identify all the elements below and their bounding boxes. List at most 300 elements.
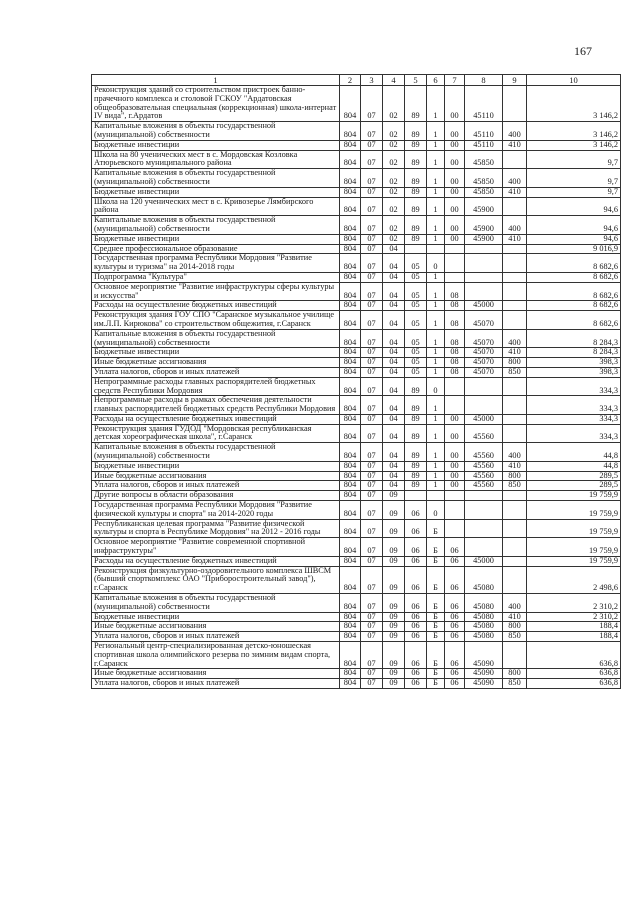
- row-cell-6: 1: [427, 443, 445, 462]
- row-cell-3: 07: [361, 216, 383, 235]
- row-name: Капитальные вложения в объекты государственной (муниципальной) собственности: [92, 594, 340, 613]
- row-cell-6: 1: [427, 461, 445, 471]
- table-row: [92, 358, 621, 368]
- row-cell-8: 45070: [465, 367, 503, 377]
- row-cell-4: 04: [383, 481, 405, 491]
- row-cell-9: [503, 254, 527, 273]
- row-cell-5: 06: [405, 612, 427, 622]
- row-cell-7: 06: [445, 669, 465, 679]
- row-cell-9: [503, 501, 527, 520]
- row-amount: 636,8: [527, 642, 621, 669]
- row-cell-7: [445, 396, 465, 415]
- row-cell-8: 45560: [465, 443, 503, 462]
- table-row: [92, 122, 621, 141]
- row-amount: 334,3: [527, 377, 621, 396]
- row-cell-6: 1: [427, 169, 445, 188]
- row-cell-6: 1: [427, 122, 445, 141]
- table-row: [92, 282, 621, 301]
- row-cell-6: 1: [427, 348, 445, 358]
- row-cell-8: [465, 272, 503, 282]
- row-name: Капитальные вложения в объекты государственной (муниципальной) собственности: [92, 443, 340, 462]
- row-cell-4: 09: [383, 556, 405, 566]
- budget-table: [91, 74, 621, 689]
- row-cell-5: 89: [405, 443, 427, 462]
- row-cell-3: 07: [361, 519, 383, 538]
- row-cell-5: 89: [405, 414, 427, 424]
- row-cell-2: 804: [340, 282, 361, 301]
- row-amount: 19 759,9: [527, 501, 621, 520]
- row-cell-2: 804: [340, 491, 361, 501]
- header-cell: 1: [92, 75, 340, 86]
- row-name: Республиканская целевая программа "Развитие физической культуры и спорта в Республике Мордовия" на 2012 - 2016 годы: [92, 519, 340, 538]
- row-name: Школа на 120 ученических мест в с. Кривозерье Лямбирского района: [92, 197, 340, 216]
- row-cell-9: 800: [503, 669, 527, 679]
- row-name: Расходы на осуществление бюджетных инвестиций: [92, 301, 340, 311]
- row-cell-7: 08: [445, 311, 465, 330]
- row-cell-4: 02: [383, 169, 405, 188]
- page-number: 167: [574, 44, 592, 58]
- row-name: Другие вопросы в области образования: [92, 491, 340, 501]
- row-cell-5: 06: [405, 594, 427, 613]
- row-cell-4: 09: [383, 538, 405, 557]
- header-cell: 5: [405, 75, 427, 86]
- row-amount: 289,5: [527, 481, 621, 491]
- table-row: [92, 311, 621, 330]
- row-cell-7: [445, 244, 465, 254]
- row-name: Реконструкция зданий со строительством пристроек банно-прачечного комплекса и столовой ГСКОУ "Ардатовская общеобразовательная специальная (коррекционная) школа-интернат IV вида", г.Ардатов: [92, 86, 340, 122]
- row-name: Государственная программа Республики Мордовия "Развитие физической культуры и спорта" на 2014-2020 годы: [92, 501, 340, 520]
- row-cell-7: 08: [445, 358, 465, 368]
- row-cell-9: [503, 272, 527, 282]
- row-cell-2: 804: [340, 329, 361, 348]
- row-cell-5: 05: [405, 311, 427, 330]
- row-name: Бюджетные инвестиции: [92, 461, 340, 471]
- table-row: [92, 254, 621, 273]
- row-cell-8: 45850: [465, 150, 503, 169]
- table-row: [92, 86, 621, 122]
- row-cell-7: 00: [445, 150, 465, 169]
- row-cell-9: 400: [503, 122, 527, 141]
- row-name: Бюджетные инвестиции: [92, 187, 340, 197]
- row-cell-7: 06: [445, 679, 465, 689]
- row-cell-5: 06: [405, 679, 427, 689]
- row-name: Государственная программа Республики Мордовия "Развитие культуры и туризма" на 2014-2018 годы: [92, 254, 340, 273]
- row-cell-6: 1: [427, 282, 445, 301]
- row-name: Бюджетные инвестиции: [92, 348, 340, 358]
- table-row: [92, 519, 621, 538]
- row-cell-6: 1: [427, 301, 445, 311]
- table-row: [92, 367, 621, 377]
- row-cell-4: 02: [383, 122, 405, 141]
- row-cell-6: Б: [427, 594, 445, 613]
- table-row: [92, 471, 621, 481]
- row-cell-6: 0: [427, 254, 445, 273]
- row-cell-3: 07: [361, 461, 383, 471]
- table-row: [92, 566, 621, 593]
- row-amount: 2 310,2: [527, 612, 621, 622]
- table-body: [92, 75, 621, 689]
- row-cell-9: 850: [503, 367, 527, 377]
- row-cell-5: 05: [405, 301, 427, 311]
- row-cell-6: Б: [427, 642, 445, 669]
- row-cell-9: 800: [503, 622, 527, 632]
- row-cell-3: 07: [361, 122, 383, 141]
- row-cell-2: 804: [340, 396, 361, 415]
- row-cell-7: 00: [445, 234, 465, 244]
- row-name: Бюджетные инвестиции: [92, 612, 340, 622]
- table-row: [92, 150, 621, 169]
- row-cell-8: 45110: [465, 122, 503, 141]
- row-amount: 94,6: [527, 197, 621, 216]
- row-cell-2: 804: [340, 594, 361, 613]
- row-cell-4: 09: [383, 679, 405, 689]
- row-amount: 2 498,6: [527, 566, 621, 593]
- row-cell-2: 804: [340, 414, 361, 424]
- row-cell-6: 1: [427, 150, 445, 169]
- row-cell-4: 02: [383, 216, 405, 235]
- row-name: Уплата налогов, сборов и иных платежей: [92, 632, 340, 642]
- row-cell-5: 06: [405, 556, 427, 566]
- row-cell-6: 1: [427, 414, 445, 424]
- row-cell-8: [465, 282, 503, 301]
- row-cell-7: [445, 501, 465, 520]
- row-cell-7: [445, 377, 465, 396]
- row-cell-4: 04: [383, 367, 405, 377]
- row-cell-3: 07: [361, 669, 383, 679]
- row-cell-6: 1: [427, 86, 445, 122]
- row-amount: 188,4: [527, 632, 621, 642]
- row-cell-6: 1: [427, 358, 445, 368]
- row-cell-9: [503, 282, 527, 301]
- row-cell-2: 804: [340, 348, 361, 358]
- row-cell-6: 1: [427, 187, 445, 197]
- row-cell-9: [503, 301, 527, 311]
- row-cell-3: 07: [361, 367, 383, 377]
- row-cell-8: 45560: [465, 461, 503, 471]
- row-cell-3: 07: [361, 632, 383, 642]
- row-amount: 636,8: [527, 669, 621, 679]
- row-cell-5: 89: [405, 122, 427, 141]
- row-cell-2: 804: [340, 311, 361, 330]
- row-cell-8: 45000: [465, 414, 503, 424]
- row-amount: 398,3: [527, 367, 621, 377]
- row-name: Иные бюджетные ассигнования: [92, 358, 340, 368]
- row-cell-6: 1: [427, 234, 445, 244]
- row-cell-2: 804: [340, 424, 361, 443]
- row-cell-5: 89: [405, 187, 427, 197]
- row-name: Капитальные вложения в объекты государственной (муниципальной) собственности: [92, 122, 340, 141]
- row-cell-9: 410: [503, 140, 527, 150]
- row-cell-7: 06: [445, 566, 465, 593]
- table-row: [92, 443, 621, 462]
- row-cell-4: 04: [383, 461, 405, 471]
- row-cell-6: Б: [427, 556, 445, 566]
- row-cell-6: 1: [427, 396, 445, 415]
- row-cell-8: 45110: [465, 140, 503, 150]
- row-cell-6: Б: [427, 612, 445, 622]
- row-cell-3: 07: [361, 234, 383, 244]
- row-cell-3: 07: [361, 358, 383, 368]
- row-cell-3: 07: [361, 301, 383, 311]
- row-cell-9: [503, 519, 527, 538]
- row-cell-3: 07: [361, 187, 383, 197]
- row-cell-4: 09: [383, 501, 405, 520]
- header-cell: 7: [445, 75, 465, 86]
- row-cell-8: [465, 377, 503, 396]
- table-row: [92, 234, 621, 244]
- row-amount: 289,5: [527, 471, 621, 481]
- row-cell-2: 804: [340, 612, 361, 622]
- row-amount: 8 284,3: [527, 329, 621, 348]
- row-cell-4: 04: [383, 424, 405, 443]
- row-cell-5: [405, 491, 427, 501]
- row-cell-3: 07: [361, 150, 383, 169]
- row-cell-5: 06: [405, 622, 427, 632]
- row-cell-9: 400: [503, 443, 527, 462]
- row-cell-7: 08: [445, 301, 465, 311]
- row-amount: 3 146,2: [527, 140, 621, 150]
- row-cell-3: 07: [361, 612, 383, 622]
- row-cell-9: [503, 377, 527, 396]
- row-cell-2: 804: [340, 86, 361, 122]
- row-cell-7: 00: [445, 86, 465, 122]
- row-cell-7: 00: [445, 140, 465, 150]
- row-amount: 8 682,6: [527, 282, 621, 301]
- row-cell-4: 04: [383, 244, 405, 254]
- row-cell-5: 06: [405, 642, 427, 669]
- row-cell-8: 45900: [465, 234, 503, 244]
- row-cell-2: 804: [340, 301, 361, 311]
- row-cell-6: Б: [427, 566, 445, 593]
- row-cell-3: 07: [361, 272, 383, 282]
- row-cell-6: 1: [427, 329, 445, 348]
- row-cell-5: 06: [405, 566, 427, 593]
- row-cell-7: 06: [445, 594, 465, 613]
- header-cell: 3: [361, 75, 383, 86]
- row-cell-2: 804: [340, 632, 361, 642]
- row-cell-4: 04: [383, 358, 405, 368]
- row-name: Уплата налогов, сборов и иных платежей: [92, 679, 340, 689]
- row-cell-4: 04: [383, 254, 405, 273]
- row-cell-4: 02: [383, 187, 405, 197]
- row-cell-2: 804: [340, 272, 361, 282]
- row-cell-8: 45070: [465, 311, 503, 330]
- row-cell-9: 400: [503, 329, 527, 348]
- row-cell-8: [465, 491, 503, 501]
- row-cell-8: 45070: [465, 329, 503, 348]
- row-cell-8: 45090: [465, 642, 503, 669]
- row-cell-4: 02: [383, 86, 405, 122]
- row-cell-3: 07: [361, 377, 383, 396]
- row-cell-4: 04: [383, 348, 405, 358]
- row-amount: 9 016,9: [527, 244, 621, 254]
- row-cell-7: 06: [445, 632, 465, 642]
- row-cell-9: [503, 538, 527, 557]
- row-name: Региональный центр-специализированная детско-юношеская спортивная школа олимпийского резерва по зимним видам спорта, г.Саранск: [92, 642, 340, 669]
- table-row: [92, 501, 621, 520]
- row-cell-5: 05: [405, 272, 427, 282]
- row-cell-2: 804: [340, 244, 361, 254]
- table-row: [92, 461, 621, 471]
- row-name: Капитальные вложения в объекты государственной (муниципальной) собственности: [92, 169, 340, 188]
- row-amount: 188,4: [527, 622, 621, 632]
- table-row: [92, 348, 621, 358]
- row-cell-8: 45560: [465, 424, 503, 443]
- row-cell-6: 1: [427, 481, 445, 491]
- row-name: Капитальные вложения в объекты государственной (муниципальной) собственности: [92, 329, 340, 348]
- table-row: [92, 538, 621, 557]
- row-cell-3: 07: [361, 481, 383, 491]
- row-cell-6: 1: [427, 140, 445, 150]
- row-cell-5: 89: [405, 197, 427, 216]
- row-cell-9: 400: [503, 169, 527, 188]
- row-cell-8: 45080: [465, 594, 503, 613]
- row-name: Непрограммные расходы в рамках обеспечения деятельности главных распорядителей бюджетных средств Республики Мордовия: [92, 396, 340, 415]
- row-cell-7: 00: [445, 471, 465, 481]
- row-cell-5: 89: [405, 234, 427, 244]
- row-name: Бюджетные инвестиции: [92, 140, 340, 150]
- row-amount: 19 759,9: [527, 538, 621, 557]
- row-cell-4: 02: [383, 234, 405, 244]
- row-cell-7: 00: [445, 481, 465, 491]
- table-row: [92, 197, 621, 216]
- row-cell-2: 804: [340, 679, 361, 689]
- row-cell-4: 04: [383, 377, 405, 396]
- row-cell-3: 07: [361, 329, 383, 348]
- row-name: Основное мероприятие "Развитие инфраструктуры сферы культуры и искусства": [92, 282, 340, 301]
- row-cell-2: 804: [340, 461, 361, 471]
- row-cell-8: 45080: [465, 622, 503, 632]
- row-name: Реконструкция здания ГОУ СПО "Саранское музыкальное училище им.Л.П. Кирюкова" со строительством общежития, г.Саранск: [92, 311, 340, 330]
- row-cell-3: 07: [361, 501, 383, 520]
- row-cell-6: Б: [427, 679, 445, 689]
- row-cell-4: 04: [383, 329, 405, 348]
- row-cell-5: 05: [405, 367, 427, 377]
- row-cell-2: 804: [340, 622, 361, 632]
- table-row: [92, 424, 621, 443]
- row-cell-7: 00: [445, 424, 465, 443]
- row-cell-9: 800: [503, 358, 527, 368]
- row-cell-8: 45070: [465, 348, 503, 358]
- row-cell-4: 04: [383, 443, 405, 462]
- row-cell-9: [503, 197, 527, 216]
- row-name: Уплата налогов, сборов и иных платежей: [92, 481, 340, 491]
- row-cell-2: 804: [340, 197, 361, 216]
- row-cell-6: 0: [427, 377, 445, 396]
- row-cell-2: 804: [340, 566, 361, 593]
- row-name: Уплата налогов, сборов и иных платежей: [92, 367, 340, 377]
- row-cell-5: 05: [405, 348, 427, 358]
- row-cell-9: [503, 566, 527, 593]
- table-row: [92, 632, 621, 642]
- row-name: Расходы на осуществление бюджетных инвестиций: [92, 556, 340, 566]
- row-cell-3: 07: [361, 491, 383, 501]
- row-cell-4: 09: [383, 622, 405, 632]
- row-name: Подпрограмма "Культура": [92, 272, 340, 282]
- row-cell-9: 410: [503, 234, 527, 244]
- row-cell-9: 850: [503, 632, 527, 642]
- row-cell-3: 07: [361, 538, 383, 557]
- row-amount: 8 682,6: [527, 272, 621, 282]
- row-cell-7: 00: [445, 187, 465, 197]
- row-cell-9: 410: [503, 187, 527, 197]
- table-row: [92, 187, 621, 197]
- row-cell-4: 04: [383, 282, 405, 301]
- row-amount: 9,7: [527, 187, 621, 197]
- row-cell-5: 89: [405, 150, 427, 169]
- header-row: [92, 75, 621, 86]
- row-cell-2: 804: [340, 254, 361, 273]
- table-row: [92, 679, 621, 689]
- row-cell-2: 804: [340, 234, 361, 244]
- row-cell-5: 06: [405, 501, 427, 520]
- row-cell-3: 07: [361, 424, 383, 443]
- row-cell-7: 08: [445, 329, 465, 348]
- row-cell-5: 06: [405, 669, 427, 679]
- row-cell-4: 04: [383, 396, 405, 415]
- row-cell-8: 45080: [465, 632, 503, 642]
- row-cell-9: [503, 642, 527, 669]
- row-cell-5: 06: [405, 538, 427, 557]
- row-cell-3: 07: [361, 566, 383, 593]
- row-cell-6: 1: [427, 471, 445, 481]
- row-cell-7: [445, 519, 465, 538]
- row-name: Основное мероприятие "Развитие современной спортивной инфраструктуры": [92, 538, 340, 557]
- row-cell-9: [503, 424, 527, 443]
- row-cell-7: 00: [445, 169, 465, 188]
- header-cell: 2: [340, 75, 361, 86]
- row-cell-3: 07: [361, 679, 383, 689]
- row-cell-5: [405, 244, 427, 254]
- row-cell-7: 00: [445, 461, 465, 471]
- row-amount: 8 682,6: [527, 301, 621, 311]
- row-cell-2: 804: [340, 519, 361, 538]
- row-cell-5: 89: [405, 86, 427, 122]
- row-cell-9: [503, 414, 527, 424]
- row-cell-2: 804: [340, 122, 361, 141]
- row-name: Среднее профессиональное образование: [92, 244, 340, 254]
- row-cell-8: 45110: [465, 86, 503, 122]
- row-cell-8: 45900: [465, 216, 503, 235]
- row-cell-8: [465, 519, 503, 538]
- row-cell-2: 804: [340, 538, 361, 557]
- row-cell-7: 06: [445, 612, 465, 622]
- row-amount: 8 284,3: [527, 348, 621, 358]
- row-cell-9: [503, 150, 527, 169]
- row-cell-5: 89: [405, 481, 427, 491]
- table-row: [92, 612, 621, 622]
- row-cell-2: 804: [340, 642, 361, 669]
- row-amount: 636,8: [527, 679, 621, 689]
- row-cell-9: 850: [503, 481, 527, 491]
- row-cell-4: 09: [383, 669, 405, 679]
- row-cell-5: 89: [405, 396, 427, 415]
- row-amount: 9,7: [527, 169, 621, 188]
- row-cell-8: [465, 396, 503, 415]
- row-amount: 19 759,9: [527, 519, 621, 538]
- row-cell-6: Б: [427, 622, 445, 632]
- row-cell-9: 410: [503, 348, 527, 358]
- row-cell-4: 04: [383, 272, 405, 282]
- row-cell-8: 45850: [465, 169, 503, 188]
- row-name: Реконструкция физкультурно-оздоровительного комплекса ШВСМ (бывший спорткомплекс ОАО "Приборостроительный завод"), г.Саранск: [92, 566, 340, 593]
- row-cell-7: [445, 491, 465, 501]
- row-cell-7: 08: [445, 348, 465, 358]
- row-cell-6: [427, 491, 445, 501]
- row-cell-7: 00: [445, 443, 465, 462]
- row-cell-6: 1: [427, 424, 445, 443]
- row-cell-5: 05: [405, 282, 427, 301]
